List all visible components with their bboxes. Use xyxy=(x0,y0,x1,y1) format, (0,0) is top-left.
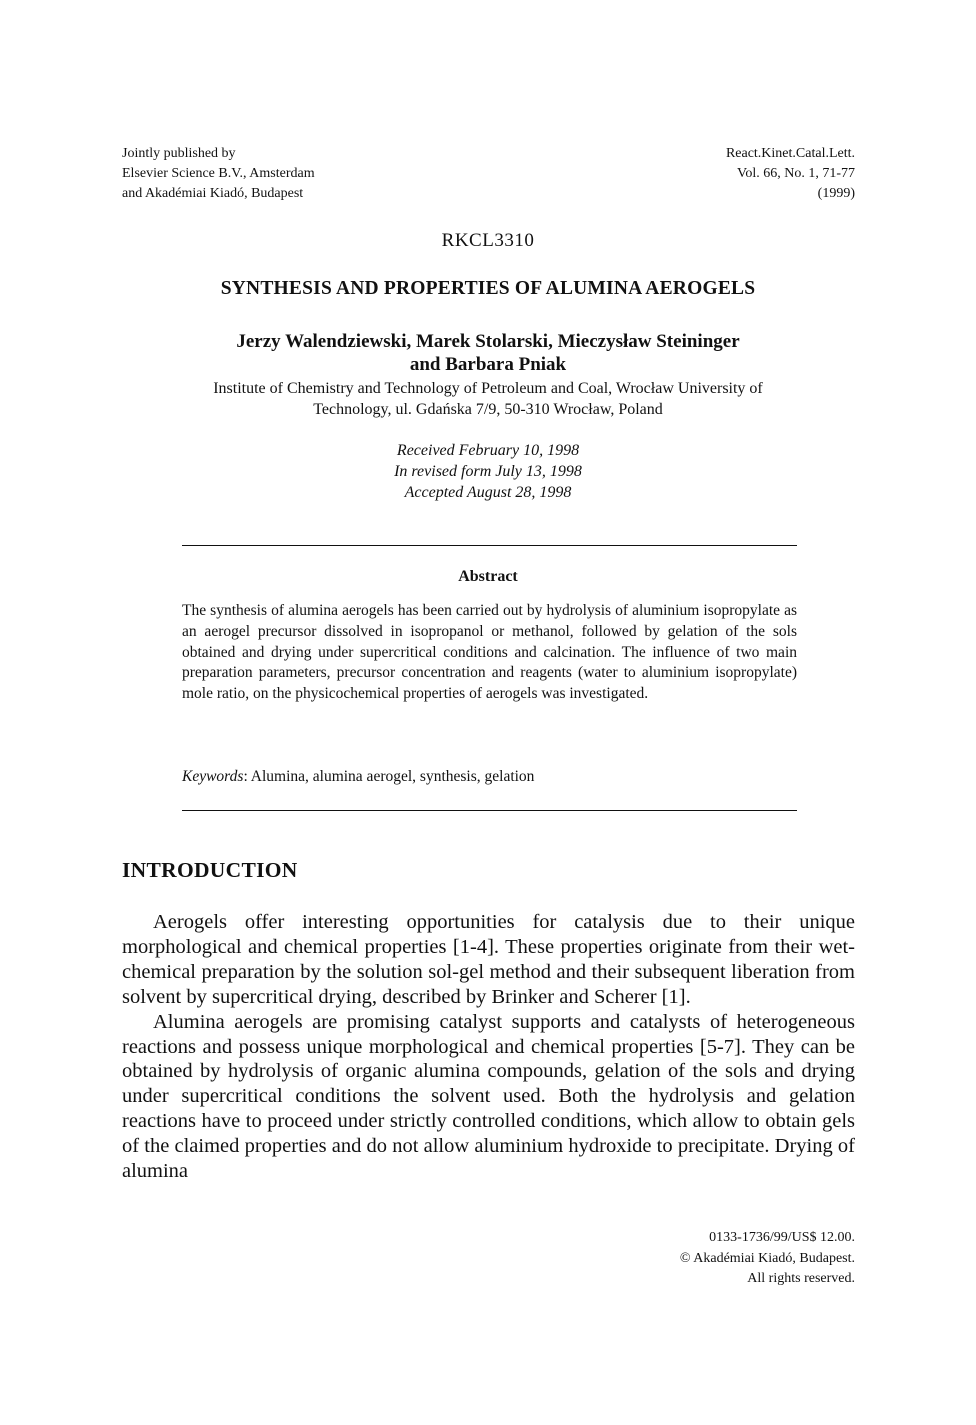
keywords xyxy=(182,768,534,786)
issn-price: 0133-1736/99/US$ 12.00. xyxy=(709,1230,855,1245)
keywords-label: Keywords xyxy=(182,768,244,785)
journal-citation xyxy=(726,144,855,204)
journal-name: React.Kinet.Catal.Lett. xyxy=(725,146,855,161)
keywords-text: : Alumina, alumina aerogel, synthesis, gelation xyxy=(243,768,535,785)
journal-volume: Vol. 66, No. 1, 71-77 xyxy=(737,166,855,181)
divider-bottom xyxy=(182,810,797,811)
author-list xyxy=(0,330,976,376)
authors-line-1: Jerzy Walendziewski, Marek Stolarski, Mieczysław Steininger xyxy=(236,331,740,352)
affiliation xyxy=(0,378,976,420)
publisher-line-1: Jointly published by xyxy=(122,146,236,161)
copyright-footer xyxy=(680,1228,855,1290)
copyright-holder: © Akadémiai Kiadó, Budapest. xyxy=(679,1250,855,1266)
abstract-heading: Abstract xyxy=(458,568,518,585)
paper-code: RKCL3310 xyxy=(441,230,535,251)
received-date: Received February 10, 1998 xyxy=(396,442,580,459)
affiliation-line-2: Technology, ul. Gdańska 7/9, 50-310 Wrocław, Poland xyxy=(313,401,663,418)
publisher-info xyxy=(122,144,315,204)
accepted-date: Accepted August 28, 1998 xyxy=(404,484,572,501)
introduction-paragraph-2: Alumina aerogels are promising catalyst supports and catalysts of heterogeneous reactions and possess unique morphological and chemical properties [5-7]. They can be obtained by hydrolysis of organic alumina compounds, gelation of the sols and drying under supercritical conditions the solvent used. Both the hydrolysis and gelation reactions have to proceed under strictly controlled conditions, which allow to obtain gels of the claimed properties and do not allow aluminium hydroxide to precipitate. Drying of alumina xyxy=(122,1010,855,1183)
rights-reserved: All rights reserved. xyxy=(747,1271,855,1286)
submission-dates xyxy=(0,440,976,503)
introduction-paragraph-1: Aerogels offer interesting opportunities for catalysis due to their unique morphological and chemical properties [1-4]. These properties originate from their wet-chemical preparation by the solution sol-gel method and their subsequent liberation from solvent by supercritical drying, described by Brinker and Scherer [1]. xyxy=(122,911,855,1008)
introduction-body xyxy=(122,910,855,1184)
revised-date: In revised form July 13, 1998 xyxy=(394,463,582,480)
abstract-text: The synthesis of alumina aerogels has been carried out by hydrolysis of aluminium isopropylate as an aerogel precursor dissolved in isopropanol or methanol, followed by gelation of the sols obtained and drying under supercritical conditions and calcination. The influence of two main preparation parameters, precursor concentration and reagents (water to aluminium isopropylate) mole ratio, on the physicochemical properties of aerogels was investigated. xyxy=(182,602,797,703)
introduction-heading: INTRODUCTION xyxy=(122,858,298,882)
publisher-line-2: Elsevier Science B.V., Amsterdam xyxy=(122,166,315,181)
authors-line-2: and Barbara Pniak xyxy=(409,354,567,375)
publisher-line-3: and Akadémiai Kiadó, Budapest xyxy=(122,186,304,201)
paper-title: SYNTHESIS AND PROPERTIES OF ALUMINA AEROGELS xyxy=(220,278,756,299)
affiliation-line-1: Institute of Chemistry and Technology of Petroleum and Coal, Wrocław University of xyxy=(213,380,763,397)
divider-top xyxy=(182,545,797,546)
journal-year: (1999) xyxy=(817,186,855,201)
